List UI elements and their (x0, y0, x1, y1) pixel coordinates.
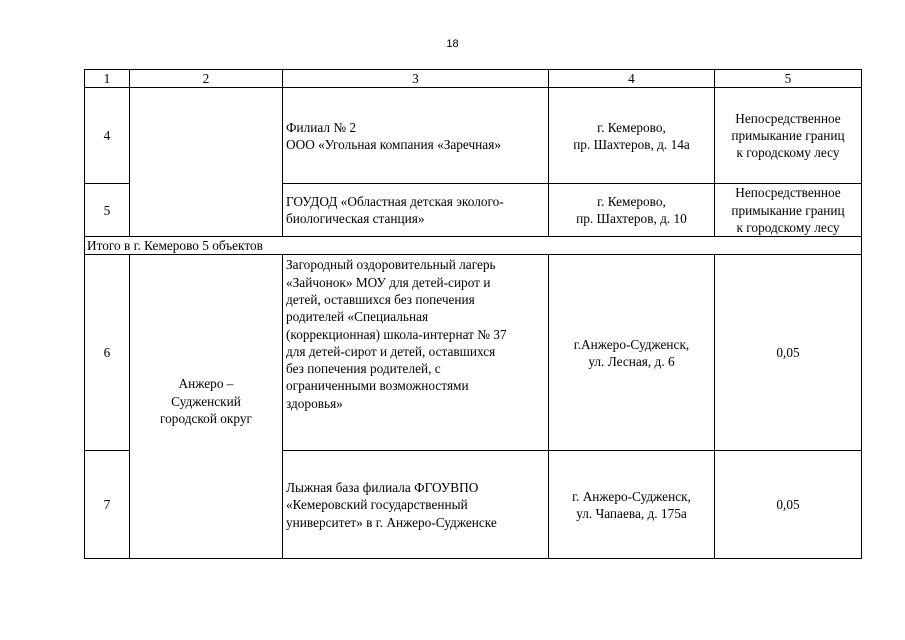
text-line: (коррекционная) школа-интернат № 37 (286, 326, 507, 342)
text-line: ООО «Угольная компания «Заречная» (286, 136, 501, 152)
object-name-cell (283, 184, 549, 237)
address-cell (549, 88, 715, 184)
column-number: 3 (283, 70, 549, 88)
column-number: 1 (85, 70, 130, 88)
row-number: 6 (85, 255, 130, 451)
text-line: детей, оставшихся без попечения (286, 291, 475, 307)
text-line: «Кемеровский государственный (286, 497, 468, 513)
object-name-cell (283, 451, 549, 559)
distance-cell (715, 88, 862, 184)
district-cell (130, 255, 283, 559)
address-cell (549, 184, 715, 237)
distance-cell (715, 451, 862, 559)
text-line: ул. Лесная, д. 6 (588, 353, 675, 369)
column-number-row (85, 70, 862, 88)
column-number: 5 (715, 70, 862, 88)
text-line: Непосредственное (735, 185, 841, 201)
text-line: университет» в г. Анжеро-Судженске (286, 514, 497, 530)
text-line: здоровья» (286, 395, 343, 411)
text-line: родителей «Специальная (286, 309, 429, 325)
text-line: 0,05 (776, 345, 800, 361)
row-number: 7 (85, 451, 130, 559)
text-line: ограниченными возможностями (286, 378, 469, 394)
objects-table (84, 69, 862, 559)
subtotal-row (85, 237, 862, 255)
district-cell (130, 88, 283, 237)
text-line: Лыжная база филиала ФГОУВПО (286, 479, 479, 495)
distance-cell (715, 255, 862, 451)
text-line: примыкание границ (731, 128, 845, 144)
text-line: биологическая станция» (286, 211, 425, 227)
object-name-cell (283, 255, 549, 451)
text-line: Загородный оздоровительный лагерь (286, 257, 496, 273)
table-row (85, 88, 862, 184)
text-line: 0,05 (776, 497, 800, 513)
text-line: г.Анжеро-Судженск, (573, 336, 690, 352)
text-line: пр. Шахтеров, д. 14а (573, 136, 690, 152)
text-line: к городскому лесу (736, 145, 840, 161)
text-line: г. Кемерово, (597, 119, 666, 135)
table-row (85, 255, 862, 451)
text-line: Анжеро – (178, 376, 234, 392)
text-line: Филиал № 2 (286, 119, 357, 135)
distance-cell (715, 184, 862, 237)
text-line: для детей-сирот и детей, оставшихся (286, 343, 496, 359)
text-line: без попечения родителей, с (286, 361, 441, 377)
address-cell (549, 255, 715, 451)
text-line: городской округ (160, 410, 252, 426)
text-line: к городскому лесу (736, 219, 840, 235)
text-line: «Зайчонок» МОУ для детей-сирот и (286, 274, 491, 290)
text-line: ул. Чапаева, д. 175а (576, 505, 687, 521)
text-line: пр. Шахтеров, д. 10 (576, 211, 687, 227)
text-line: г. Кемерово, (597, 193, 666, 209)
address-cell (549, 451, 715, 559)
row-number: 4 (85, 88, 130, 184)
page-number: 18 (446, 38, 459, 50)
text-line: примыкание границ (731, 202, 845, 218)
text-line: ГОУДОД «Областная детская эколого- (286, 193, 504, 209)
object-name-cell (283, 88, 549, 184)
text-line: г. Анжеро-Судженск, (572, 488, 691, 504)
text-line: Непосредственное (735, 110, 841, 126)
column-number: 2 (130, 70, 283, 88)
column-number: 4 (549, 70, 715, 88)
text-line: Судженский (171, 393, 241, 409)
subtotal-text: Итого в г. Кемерово 5 объектов (85, 237, 862, 255)
row-number: 5 (85, 184, 130, 237)
